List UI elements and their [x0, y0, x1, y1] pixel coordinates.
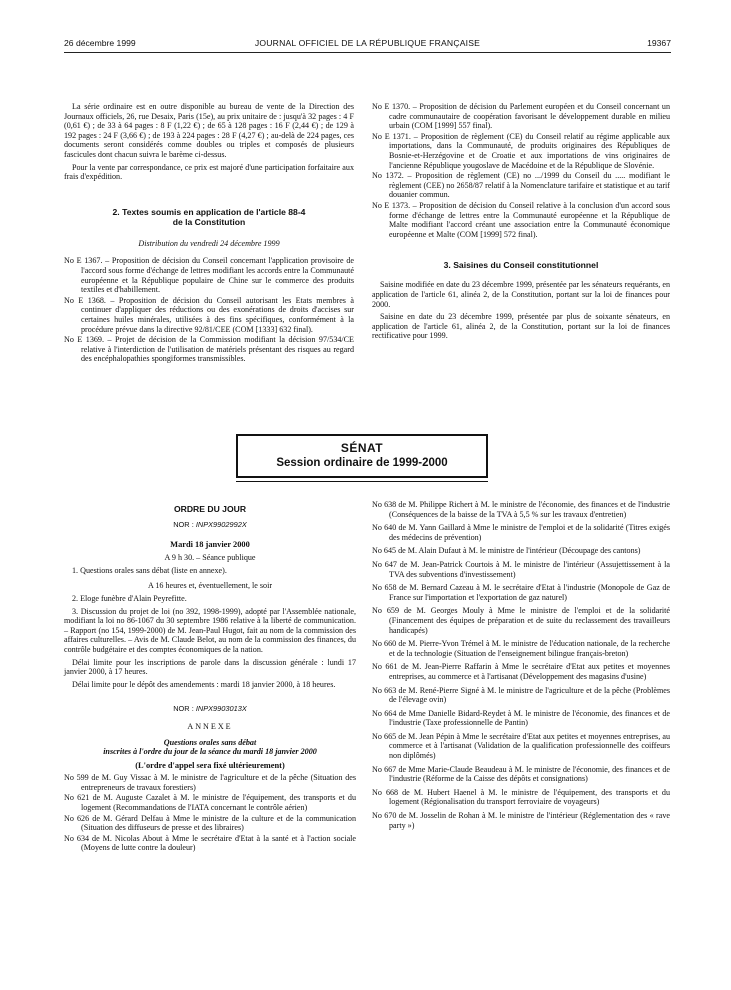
list-item: No E 1371. – Proposition de règlement (CE) du Conseil relatif au régime applicable aux importations, dans la Communauté, de produits originaires des Républiques de Bosnie-et-Herzégovine et de Croatie et aux importations de vins originaires de l'ancienne République yougoslave de Macédoine et de la République de Slovénie. [372, 131, 670, 170]
question-item: No 658 de M. Bernard Cazeau à M. le secrétaire d'Etat à l'industrie (Monopole de Gaz de France sur l'importation et l'exportation de gaz naturel) [372, 583, 670, 602]
mail-order-notice: Pour la vente par correspondance, ce prix est majoré d'une participation forfaitaire aux frais d'expédition. [64, 162, 354, 182]
session-date: Mardi 18 janvier 2000 [170, 539, 250, 549]
question-item: No 645 de M. Alain Dufaut à M. le ministre de l'intérieur (Découpage des cantons) [372, 546, 641, 556]
sales-notice: La série ordinaire est en outre disponible au bureau de vente de la Direction des Journaux officiels, 26, rue Desaix, Paris (15e), au prix unitaire de : jusqu'à 32 pages : 4 F (0,61 €) ; de 33 à 64 pages : 8 F (1,22 €) ; de 65 à 128 pages : 16 F (2,44 €) ; de 129 à 192 pages : 24 F (3,66 €) ; de 193 à 224 pages : 28 F (4,27 €) ; au-delà de 224 pages, ces documents seront considérés comme doubles ou triples et composés de plusieurs fascicules dont chacun suivra le barème ci-dessus. [64, 102, 354, 159]
list-item: No E 1370. – Proposition de décision du Parlement européen et du Conseil concernant un cadre communautaire de coopération favorisant le développement durable en milieu urbain (COM [1999] 557 final). [372, 102, 670, 131]
top-right-column [372, 102, 670, 344]
question-item: No 634 de M. Nicolas About à Mme le secrétaire d'Etat à la santé et à l'action sociale (Moyens de lutte contre la douleur) [64, 833, 356, 853]
bottom-right-column [372, 500, 670, 834]
session-title: Session ordinaire de 1999-2000 [276, 457, 448, 469]
senat-title: SÉNAT [340, 441, 384, 455]
header-rule [64, 52, 671, 53]
list-item: No E 1368. – Proposition de décision du Conseil autorisant les Etats membres à continuer d'appliquer des réductions ou des exonérations de droits d'accises sur certaines huiles minérales, utilisées à des fins spécifiques, conformément à la procédure prévue dans la directive 92/81/CEE (COM [1333] 632 final). [64, 295, 354, 334]
nor-reference-annexe: NOR : INPX9903013X [173, 704, 247, 714]
afternoon-session: A 16 heures et, éventuellement, le soir [147, 581, 273, 591]
agenda-item-3: 3. Discussion du projet de loi (no 392, 1998-1999), adopté par l'Assemblée nationale, modifiant la loi no 86-1067 du 30 septembre 1986 relative à la liberté de communication. – Rapport (no 154, 1999-2000) de M. Jean-Paul Hugot, fait au nom de la commission des affaires culturelles. – Avis de M. Claude Belot, au nom de la commission des finances, du contrôle budgétaire et des comptes économiques de la nation. [64, 606, 356, 654]
senat-title-box [236, 434, 488, 478]
section3-title: 3. Saisines du Conseil constitutionnel [443, 260, 599, 271]
question-item: No 661 de M. Jean-Pierre Raffarin à Mme le secrétaire d'Etat aux petites et moyennes entreprises, au commerce et à l'artisanat (Développement des magasins d'usine) [372, 662, 670, 681]
question-item: No 668 de M. Hubert Haenel à M. le ministre de l'équipement, des transports et du logement (Régionalisation du transport ferroviaire de voyageurs) [372, 787, 670, 807]
question-item: No 664 de Mme Danielle Bidard-Reydet à M. le ministre de l'économie, des finances et de l'industrie (Taxe professionnelle de Pantin) [372, 708, 670, 728]
question-item: No 670 de M. Josselin de Rohan à M. le ministre de l'intérieur (Réglementation des « rave party ») [372, 811, 670, 830]
top-left-column [64, 102, 354, 365]
bottom-left-column [64, 504, 356, 854]
annexe-title: ANNEXE [187, 721, 233, 731]
question-item: No 626 de M. Gérard Delfau à Mme le ministre de la culture et de la communication (Situation des diffuseurs de presse et des libraires) [64, 813, 356, 833]
list-item: No 1372. – Proposition de règlement (CE) no .../1999 du Conseil du ..... modifiant le règlement (CEE) no 2658/87 relatif à la Nomenclature tarifaire et statistique et au tarif douanier commun. [372, 171, 670, 200]
question-item: No 659 de M. Georges Mouly à Mme le ministre de l'emploi et de la solidarité (Financement des équipes de préparation et de suite du reclassement des travailleurs handicapés) [372, 606, 670, 635]
header-journal-title: JOURNAL OFFICIEL DE LA RÉPUBLIQUE FRANÇAISE [254, 38, 481, 48]
question-item: No 667 de Mme Marie-Claude Beaudeau à M. le ministre de l'économie, des finances et de l'industrie (Réforme de la Caisse des dépôts et consignations) [372, 764, 670, 784]
saisine-2: Saisine en date du 23 décembre 1999, présentée par plus de soixante sénateurs, en application de l'article 61, alinéa 2, de la Constitution, portant sur la loi de finances rectificative pour 1999. [372, 312, 670, 341]
annexe-subtitle-2: inscrites à l'ordre du jour de la séance du mardi 18 janvier 2000 [103, 747, 317, 757]
question-item: No 665 de M. Jean Pépin à Mme le secrétaire d'Etat aux petites et moyennes entreprises, au commerce et à l'artisanat (Validation de la qualification professionnelle des coiffeurs non diplômés) [372, 731, 670, 761]
deadline-speakers: Délai limite pour les inscriptions de parole dans la discussion générale : lundi 17 janvier 2000, à 17 heures. [64, 657, 356, 677]
agenda-item-2: 2. Eloge funèbre d'Alain Peyrefitte. [72, 593, 187, 603]
header-date: 26 décembre 1999 [64, 38, 136, 48]
question-item: No 647 de M. Jean-Patrick Courtois à M. le ministre de l'intérieur (Assujettissement à la TVA des subventions d'investissement) [372, 559, 670, 579]
question-item: No 660 de M. Pierre-Yvon Trémel à M. le ministre de l'éducation nationale, de la recherche et de la technologie (Situation de l'enseignement bilingue français-breton) [372, 639, 670, 658]
list-item: No E 1373. – Proposition de décision du Conseil relative à la conclusion d'un accord sous forme d'échange de lettres entre la Communauté européenne et la République de Malte modifiant l'accord créant une association entre la Communauté économique européenne et Malte (COM [1999] 572 final). [372, 200, 670, 239]
header-page-number: 19367 [647, 38, 671, 48]
annexe-subtitle: Questions orales sans débat [163, 737, 257, 747]
section2-title-line2: de la Constitution [172, 216, 246, 227]
question-item: No 621 de M. Auguste Cazalet à M. le ministre de l'équipement, des transports et du logement (Recommandations de l'IATA concernant le contrôle aérien) [64, 793, 356, 813]
ordre-du-jour-title: ORDRE DU JOUR [173, 504, 247, 514]
call-order-note: (L'ordre d'appel sera fixé ultérieurement) [135, 760, 285, 770]
question-item: No 640 de M. Yann Gaillard à Mme le ministre de l'emploi et de la solidarité (Titres exigés des médecins de prévention) [372, 523, 670, 542]
distribution-date: Distribution du vendredi 24 décembre 1999 [138, 238, 280, 248]
nor-reference: NOR : INPX9902992X [173, 520, 247, 529]
morning-session: A 9 h 30. – Séance publique [164, 553, 256, 563]
running-header [64, 38, 671, 52]
list-item: No E 1367. – Proposition de décision du Conseil concernant l'application provisoire de l'accord sous forme d'échange de lettres modifiant les accords entre la Communauté européenne et la République populaire de Chine sur le commerce des produits textiles et d'habillement. [64, 256, 354, 295]
list-item: No E 1369. – Projet de décision de la Commission modifiant la décision 97/534/CE relative à l'interdiction de l'utilisation de matériels présentant des risques au regard des encéphalopathies spongiformes transmissibles. [64, 335, 354, 364]
deadline-amendments: Délai limite pour le dépôt des amendements : mardi 18 janvier 2000, à 18 heures. [72, 679, 336, 689]
question-item: No 599 de M. Guy Vissac à M. le ministre de l'agriculture et de la pêche (Situation des entrepreneurs de travaux forestiers) [64, 773, 356, 792]
question-item: No 638 de M. Philippe Richert à M. le ministre de l'économie, des finances et de l'industrie (Conséquences de la baisse de la TVA à 5,5 % sur les travaux d'entretien) [372, 500, 670, 519]
box-underline [236, 481, 488, 482]
question-item: No 663 de M. René-Pierre Signé à M. le ministre de l'agriculture et de la pêche (Problèmes de l'élevage ovin) [372, 685, 670, 705]
section2-title-line1: 2. Textes soumis en application de l'article 88-4 [112, 206, 306, 217]
saisine-1: Saisine modifiée en date du 23 décembre 1999, présentée par les sénateurs requérants, en application de l'article 61, alinéa 2, de la Constitution, portant sur la loi de finances pour 2000. [372, 280, 670, 309]
agenda-item-1: 1. Questions orales sans débat (liste en annexe). [72, 565, 227, 575]
